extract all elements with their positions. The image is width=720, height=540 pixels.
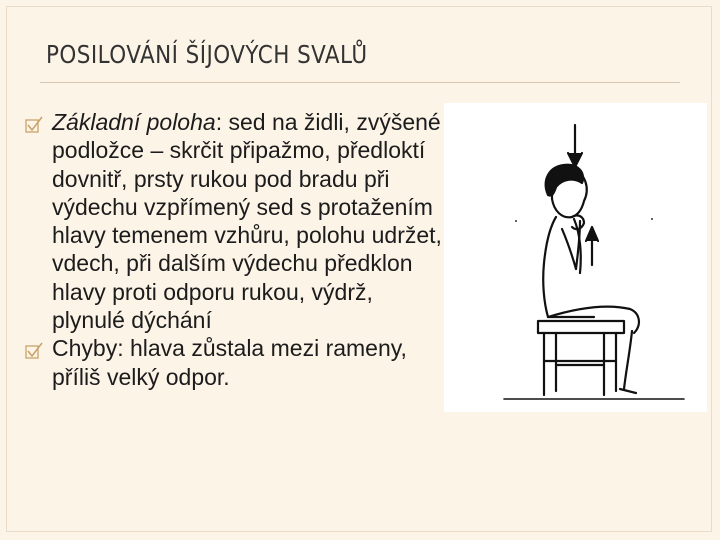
chair-seat: [538, 321, 624, 333]
bullet-item-mistakes: [24, 334, 444, 391]
lower-leg: [624, 331, 632, 389]
bullet-text: : sed na židli, zvýšené podložce – skrčit připažmo, předloktí dovnitř, prsty rukou pod bradu při výdechu vzpřímený sed s protažením hlavy temenem vzhůru, polohu udržet, vdech, při dalším výdechu předklon hlavy proti odporu rukou, výdrž, plynulé dýchání: [52, 109, 442, 334]
speck: [515, 220, 517, 222]
seated-figure-drawing: [444, 103, 707, 412]
upper-arm: [562, 229, 576, 269]
bullet-term: Základní poloha: [52, 109, 216, 135]
bullet-list: [24, 108, 444, 391]
foot: [620, 389, 636, 393]
title-divider: [40, 82, 680, 83]
hair: [546, 165, 583, 196]
torso: [543, 217, 594, 317]
bullet-checkmark-icon: [24, 115, 44, 135]
bullet-text: Chyby: hlava zůstala mezi rameny, příliš velký odpor.: [52, 335, 407, 390]
speck: [651, 218, 653, 220]
bullet-checkmark-icon: [24, 341, 44, 361]
exercise-illustration: [444, 103, 707, 412]
slide-title: POSILOVÁNÍ ŠÍJOVÝCH SVALŮ: [46, 40, 368, 69]
bullet-item-basic-position: [24, 108, 444, 334]
arrow-up-head: [586, 227, 598, 241]
